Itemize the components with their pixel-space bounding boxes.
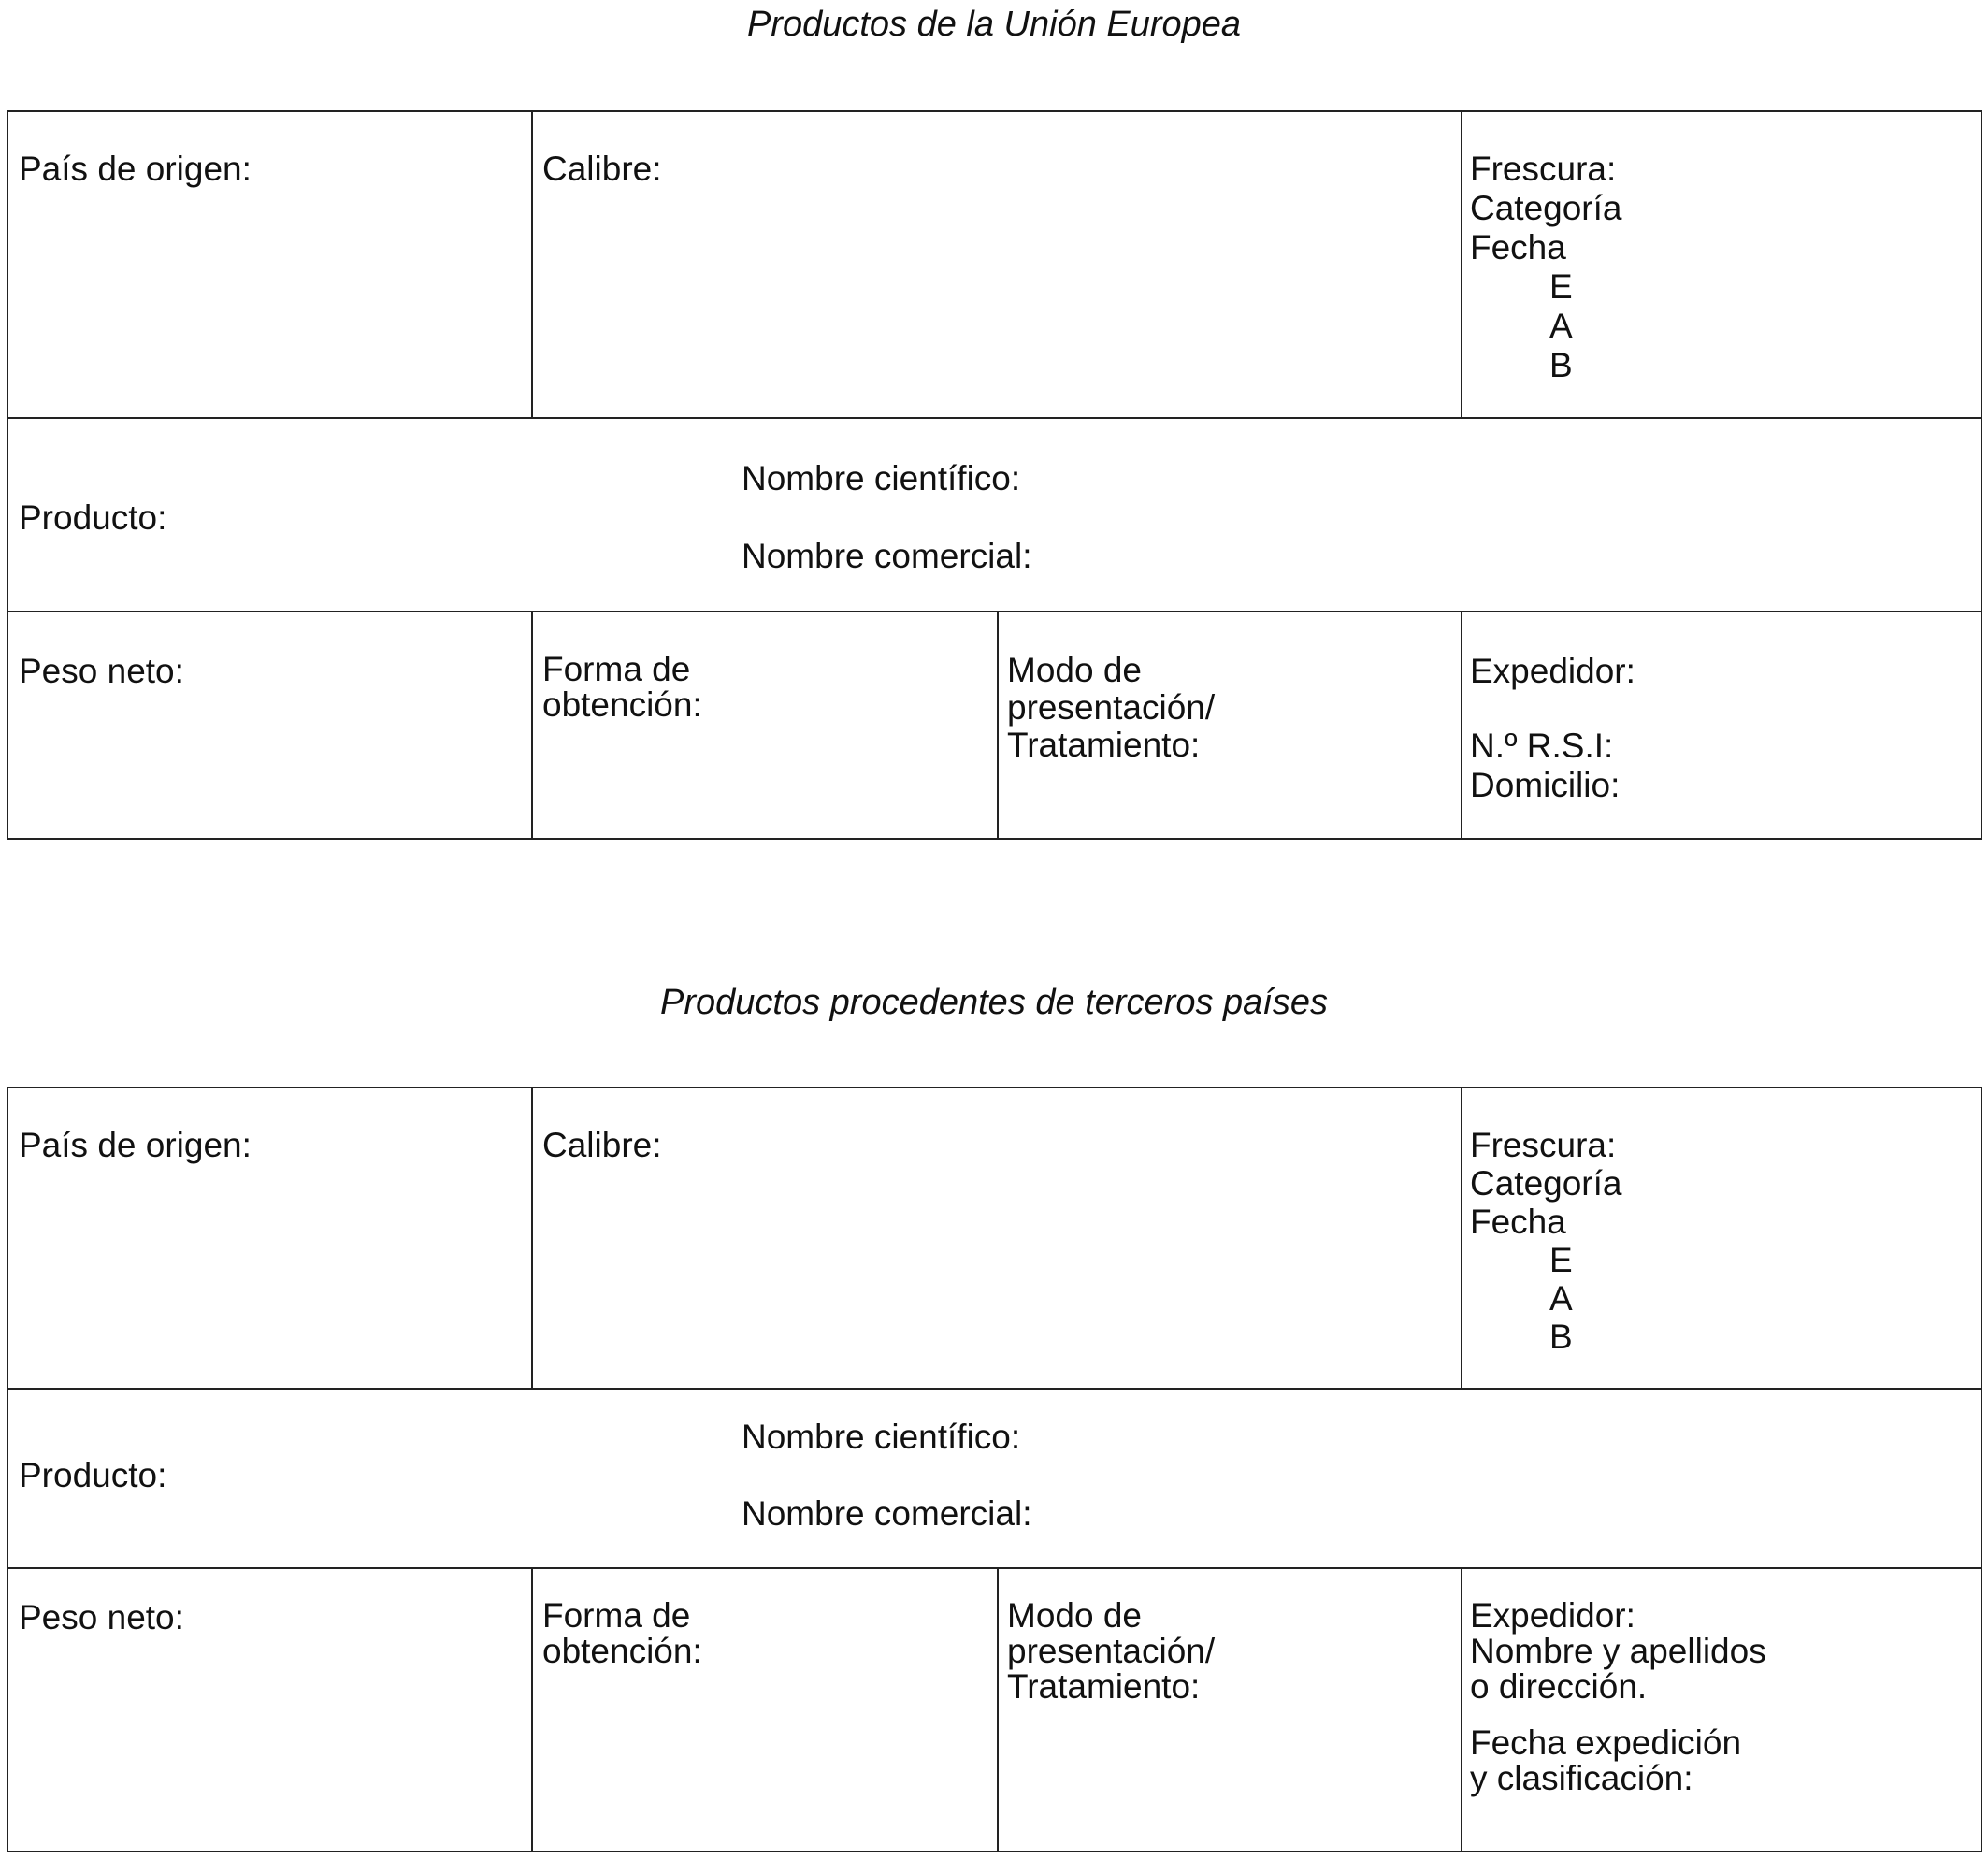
domicilio-label: Domicilio: (1470, 766, 1621, 804)
col-divider (531, 112, 533, 417)
form-table-eu (7, 110, 1982, 840)
modo-line: Modo de (1007, 1596, 1142, 1635)
pais-origen-label: País de origen: (19, 150, 252, 188)
modo-line: presentación/ (1007, 1632, 1216, 1670)
grade-e: E (1549, 267, 1573, 306)
grade-a: A (1549, 307, 1573, 345)
frescura-block (1470, 1126, 1622, 1356)
col-divider (1461, 112, 1462, 417)
modo-presentacion-label (1007, 652, 1215, 764)
form-table-terceros (7, 1087, 1982, 1852)
producto-label: Producto: (19, 498, 167, 537)
calibre-label: Calibre: (542, 150, 662, 188)
forma-obtencion-label (542, 652, 702, 723)
col-divider (1461, 1567, 1462, 1852)
fecha-label: Fecha (1470, 228, 1566, 267)
categoria-label: Categoría (1470, 189, 1622, 227)
row-divider (8, 1567, 1981, 1569)
peso-neto-label: Peso neto: (19, 1598, 184, 1636)
forma-line: obtención: (542, 685, 702, 724)
calibre-label: Calibre: (542, 1126, 662, 1164)
grade-e: E (1549, 1241, 1573, 1279)
row-divider (8, 1388, 1981, 1390)
forma-obtencion-label (542, 1598, 702, 1669)
peso-neto-label: Peso neto: (19, 652, 184, 690)
col-divider (531, 611, 533, 840)
nombre-cientifico-label: Nombre científico: (742, 1418, 1021, 1456)
fecha-label: Fecha (1470, 1203, 1566, 1241)
forma-line: Forma de (542, 1596, 691, 1635)
expedidor-block (1470, 652, 1635, 805)
frescura-label: Frescura: (1470, 150, 1617, 188)
section-title-terceros: Productos procedentes de terceros países (660, 983, 1328, 1022)
modo-line: Tratamiento: (1007, 1667, 1201, 1706)
nombre-comercial-label: Nombre comercial: (742, 537, 1032, 575)
categoria-label: Categoría (1470, 1164, 1622, 1203)
forma-line: Forma de (542, 650, 691, 688)
nombre-apellidos-label: Nombre y apellidos (1470, 1632, 1766, 1670)
col-divider (1461, 1088, 1462, 1388)
grade-a: A (1549, 1279, 1573, 1318)
row-divider (8, 611, 1981, 612)
col-divider (531, 1088, 533, 1388)
direccion-label: o dirección. (1470, 1667, 1648, 1706)
fecha-expedicion-label: Fecha expedición (1470, 1723, 1742, 1762)
expedidor-label: Expedidor: (1470, 652, 1635, 690)
modo-line: Tratamiento: (1007, 726, 1201, 764)
rsi-label: N.º R.S.I: (1470, 727, 1614, 765)
expedidor-label: Expedidor: (1470, 1596, 1635, 1635)
expedidor-block (1470, 1598, 1766, 1796)
frescura-label: Frescura: (1470, 1126, 1617, 1164)
section-title-eu: Productos de la Unión Europea (746, 5, 1242, 44)
col-divider (1461, 611, 1462, 840)
modo-line: Modo de (1007, 651, 1142, 689)
modo-line: presentación/ (1007, 688, 1216, 727)
modo-presentacion-label (1007, 1598, 1215, 1705)
clasificacion-label: y clasificación: (1470, 1759, 1693, 1797)
producto-label: Producto: (19, 1456, 167, 1494)
col-divider (997, 1567, 999, 1852)
forma-line: obtención: (542, 1632, 702, 1670)
row-divider (8, 417, 1981, 419)
grade-b: B (1549, 1318, 1573, 1356)
pais-origen-label: País de origen: (19, 1126, 252, 1164)
nombre-cientifico-label: Nombre científico: (742, 459, 1021, 497)
col-divider (531, 1567, 533, 1852)
grade-b: B (1549, 346, 1573, 384)
nombre-comercial-label: Nombre comercial: (742, 1494, 1032, 1533)
frescura-block (1470, 150, 1622, 385)
col-divider (997, 611, 999, 840)
